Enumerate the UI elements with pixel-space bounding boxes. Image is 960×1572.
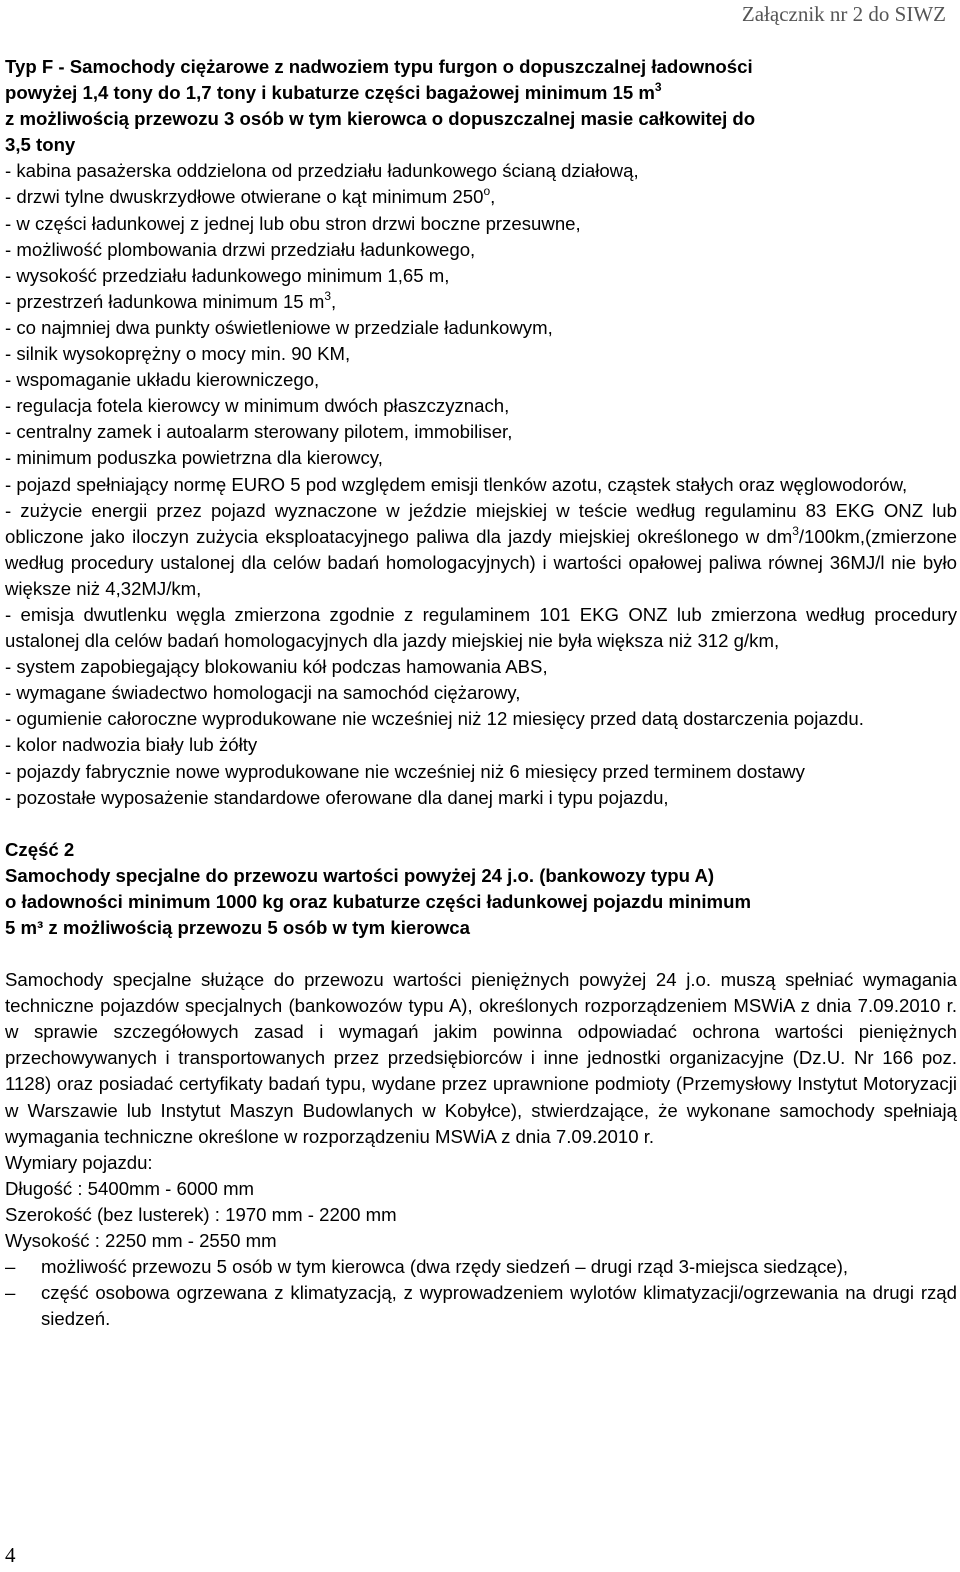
spacer	[5, 941, 957, 967]
heading-line: o ładowności minimum 1000 kg oraz kubaturze części ładunkowej pojazdu minimum	[5, 890, 751, 912]
requirement-item: - silnik wysokoprężny o mocy min. 90 KM,	[5, 343, 351, 365]
header-note: Załącznik nr 2 do SIWZ	[741, 2, 946, 26]
spacer	[5, 811, 957, 837]
part2-title: Część 2	[5, 838, 75, 860]
typ-f-requirements	[5, 158, 957, 810]
requirement-text: /100km,(zmierzone według procedury ustalonej dla celów badań homologacyjnych) i wartości opałowej paliwa równej 36MJ/l nie było większe niż 4,32MJ/km,	[5, 525, 957, 599]
requirement-text: ,	[331, 290, 337, 312]
heading-line: Samochody specjalne do przewozu wartości powyżej 24 j.o. (bankowozy typu A)	[5, 864, 715, 886]
requirement-item: - wymagane świadectwo homologacji na samochód ciężarowy,	[5, 682, 521, 704]
dimension-length: Długość : 5400mm - 6000 mm	[5, 1177, 255, 1199]
bullet-item	[5, 1280, 957, 1332]
requirement-item: - możliwość plombowania drzwi przedziału ładunkowego,	[5, 238, 476, 260]
requirement-item: - co najmniej dwa punkty oświetleniowe w przedziale ładunkowym,	[5, 316, 553, 338]
requirement-item: - kolor nadwozia biały lub żółty	[5, 734, 258, 756]
requirement-item: - kabina pasażerska oddzielona od przedziału ładunkowego ścianą działową,	[5, 160, 639, 182]
dash-marker: –	[5, 1282, 16, 1304]
heading-line: 3,5 tony	[5, 134, 76, 156]
heading-line: z możliwością przewozu 3 osób w tym kierowca o dopuszczalnej masie całkowitej do	[5, 108, 756, 130]
heading-line: 5 m³ z możliwością przewozu 5 osób w tym kierowca	[5, 917, 470, 938]
page-number: 4	[5, 1543, 16, 1567]
bullet-item	[5, 1254, 957, 1280]
requirement-item: - wysokość przedziału ładunkowego minimum 1,65 m,	[5, 264, 450, 286]
bullet-text: możliwość przewozu 5 osób w tym kierowca (dwa rzędy siedzeń – drugi rząd 3-miejsca siedzące),	[41, 1256, 849, 1278]
superscript: 3	[792, 523, 799, 538]
superscript: 3	[324, 288, 331, 303]
dimensions-label: Wymiary pojazdu:	[5, 1151, 153, 1173]
typ-f-heading	[5, 54, 957, 158]
requirement-item: - emisja dwutlenku węgla zmierzona zgodnie z regulaminem 101 EKG ONZ lub zmierzona według procedury ustalonej dla celów badań homologacyjnych dla jazdy miejskiej nie była większa niż 312 g/km,	[5, 603, 957, 652]
dimension-width: Szerokość (bez lusterek) : 1970 mm - 2200 mm	[5, 1203, 397, 1225]
requirement-item: - minimum poduszka powietrzna dla kierowcy,	[5, 447, 383, 469]
dash-marker: –	[5, 1256, 16, 1278]
part2-heading	[5, 837, 957, 941]
requirement-item: - pojazd spełniający normę EURO 5 pod względem emisji tlenków azotu, cząstek stałych oraz węglowodorów,	[5, 473, 908, 495]
requirement-text: - przestrzeń ładunkowa minimum 15 m	[5, 290, 325, 312]
requirement-item: - system zapobiegający blokowaniu kół podczas hamowania ABS,	[5, 656, 548, 678]
requirement-item: - wspomaganie układu kierowniczego,	[5, 369, 320, 391]
document-body	[5, 54, 957, 1332]
dimension-height: Wysokość : 2250 mm - 2550 mm	[5, 1230, 277, 1252]
superscript: o	[483, 184, 491, 199]
part2-paragraph: Samochody specjalne służące do przewozu wartości pieniężnych powyżej 24 j.o. muszą spełniać wymagania techniczne pojazdów specjalnych (bankowozów typu A), określonych rozporządzeniem MSWiA z dnia 7.09.2010 r. w sprawie szczegółowych zasad i wymagań jakim powinna odpowiadać ochrona wartości pieniężnych przechowywanych i transportowanych przez przedsiębiorców i inne jednostki organizacyjne (Dz.U. Nr 166 poz. 1128) oraz posiadać certyfikaty badań typu, wydane przez uprawnione podmioty (Przemysłowy Instytut Motoryzacji w Warszawie lub Instytut Maszyn Budowlanych w Kobyłce), stwierdzające, że wykonane samochody spełniają wymagania techniczne określone w rozporządzeniu MSWiA z dnia 7.09.2010 r.	[5, 969, 957, 1147]
heading-line: Typ F - Samochody ciężarowe z nadwoziem typu furgon o dopuszczalnej ładowności	[5, 56, 753, 77]
requirement-item	[5, 498, 957, 602]
heading-text: powyżej 1,4 tony do 1,7 tony i kubaturze części bagażowej minimum 15 m	[5, 82, 655, 104]
requirement-text: - drzwi tylne dwuskrzydłowe otwierane o kąt minimum 250	[5, 186, 484, 208]
heading-line	[5, 80, 957, 106]
requirement-item: - ogumienie całoroczne wyprodukowane nie wcześniej niż 12 miesięcy przed datą dostarczenia pojazdu.	[5, 708, 864, 730]
requirement-item: - pojazdy fabrycznie nowe wyprodukowane nie wcześniej niż 6 miesięcy przed terminem dostawy	[5, 760, 805, 782]
requirement-item: - regulacja fotela kierowcy w minimum dwóch płaszczyznach,	[5, 395, 510, 417]
requirement-item: - pozostałe wyposażenie standardowe oferowane dla danej marki i typu pojazdu,	[5, 786, 669, 808]
requirement-text: - zużycie energii przez pojazd wyznaczone w jeździe miejskiej w teście według regulaminu 83 EKG ONZ lub obliczone jako iloczyn zużycia eksploatacyjnego paliwa dla jazdy miejskiej określonego w dm	[5, 499, 957, 547]
requirement-item: - centralny zamek i autoalarm sterowany pilotem, immobiliser,	[5, 421, 513, 443]
requirement-item: - w części ładunkowej z jednej lub obu stron drzwi boczne przesuwne,	[5, 212, 581, 234]
bullet-text: część osobowa ogrzewana z klimatyzacją, z wyprowadzeniem wylotów klimatyzacji/ogrzewania na drugi rząd siedzeń.	[41, 1282, 957, 1330]
requirement-item	[5, 289, 957, 315]
requirement-item	[5, 184, 957, 210]
requirement-text: ,	[490, 186, 496, 208]
superscript: 3	[654, 79, 662, 94]
